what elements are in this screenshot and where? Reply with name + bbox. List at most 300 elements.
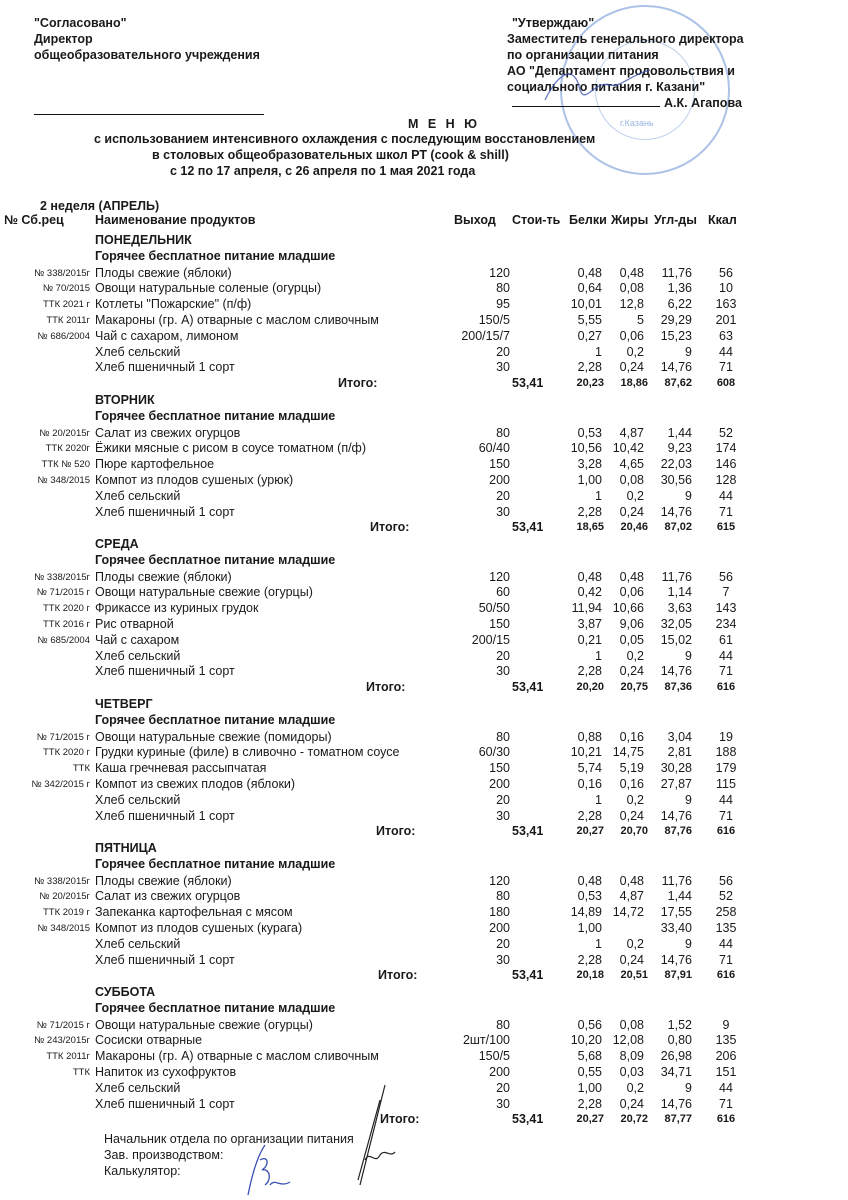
total-label: Итого:	[366, 680, 406, 695]
table-row	[0, 426, 848, 442]
dish-name: Хлеб пшеничный 1 сорт	[95, 1096, 235, 1111]
recipe-code: № 342/2015 г	[31, 779, 90, 790]
group-header-row	[0, 1001, 848, 1017]
dish-carbs: 9	[685, 648, 692, 663]
dish-kcal: 44	[719, 792, 733, 807]
dish-output: 80	[496, 729, 510, 744]
dish-name: Котлеты "Пожарские" (п/ф)	[95, 297, 252, 312]
dish-carbs: 14,76	[660, 360, 692, 375]
dish-kcal: 44	[719, 344, 733, 359]
recipe-code: № 243/2015г	[34, 1035, 90, 1047]
dish-name: Хлеб пшеничный 1 сорт	[95, 664, 235, 679]
signature-line-left	[34, 114, 264, 115]
dish-kcal: 44	[719, 488, 733, 503]
total-protein: 20,27	[576, 825, 604, 838]
dish-kcal: 174	[715, 441, 737, 456]
dish-fat: 0,24	[619, 952, 644, 967]
stamp-text: г.Казань	[620, 118, 654, 128]
recipe-code: ТТК	[72, 763, 90, 775]
dish-fat: 0,48	[619, 265, 644, 280]
column-header-cost: Стои-ть	[512, 213, 561, 227]
dish-fat: 12,08	[612, 1033, 644, 1048]
table-row	[0, 793, 848, 809]
dish-carbs: 1,14	[667, 585, 692, 600]
dish-output: 150/5	[478, 1049, 510, 1064]
dish-fat: 0,08	[619, 1017, 644, 1032]
dish-name: Напиток из сухофруктов	[95, 1065, 237, 1079]
approved-position-2: по организации питания	[507, 48, 659, 62]
approved-org: АО "Департамент продовольствия и	[507, 64, 735, 78]
dish-carbs: 1,44	[667, 425, 692, 440]
total-label: Итого:	[376, 824, 416, 839]
dish-fat: 0,2	[626, 648, 644, 663]
signature-calculator-icon	[240, 1140, 300, 1200]
dish-protein: 3,87	[577, 617, 602, 631]
dish-kcal: 44	[719, 648, 733, 663]
dish-kcal: 115	[716, 777, 736, 791]
dish-carbs: 9	[685, 1080, 692, 1095]
total-label: Итого:	[378, 968, 418, 983]
dish-protein: 2,28	[577, 808, 602, 823]
total-label: Итого:	[380, 1112, 420, 1127]
dish-protein: 0,56	[577, 1017, 602, 1032]
dish-output: 150	[489, 457, 510, 472]
dish-name: Хлеб сельский	[95, 648, 181, 663]
total-row	[0, 1112, 848, 1128]
agreed-position: Директор	[34, 32, 93, 46]
recipe-code: № 348/2015	[37, 923, 90, 934]
dish-carbs: 1,36	[667, 281, 692, 296]
dish-kcal: 52	[719, 889, 733, 904]
total-row	[0, 824, 848, 840]
dish-carbs: 29,29	[660, 313, 692, 327]
dish-fat: 4,87	[619, 425, 644, 440]
meal-group-title: Горячее бесплатное питание младшие	[95, 1000, 336, 1015]
dish-carbs: 3,63	[667, 601, 692, 616]
dish-output: 60/30	[478, 745, 510, 760]
total-label: Итого:	[338, 376, 378, 391]
dish-protein: 5,74	[577, 761, 602, 776]
dish-fat: 0,08	[619, 281, 644, 296]
dish-output: 180	[489, 905, 510, 920]
footer-calculator: Калькулятор:	[104, 1164, 181, 1178]
recipe-code: № 70/2015	[42, 283, 90, 295]
table-row	[0, 441, 848, 457]
table-row	[0, 874, 848, 890]
dish-carbs: 30,56	[660, 473, 692, 487]
recipe-code: ТТК 2011г	[46, 1051, 90, 1063]
dish-protein: 2,28	[577, 952, 602, 967]
approved-position: Заместитель генерального директора	[507, 32, 744, 46]
total-cost: 53,41	[512, 680, 544, 695]
table-row	[0, 889, 848, 905]
dish-kcal: 163	[715, 297, 737, 312]
table-row	[0, 649, 848, 665]
dish-name: Пюре картофельное	[95, 457, 215, 472]
dish-output: 30	[496, 664, 510, 679]
dish-name: Сосиски отварные	[95, 1033, 203, 1048]
dish-name: Макароны (гр. А) отварные с маслом сливочным	[95, 1049, 379, 1064]
recipe-code: ТТК 2020г	[45, 443, 90, 455]
dish-protein: 1,00	[577, 473, 602, 487]
signature-head-icon	[330, 1080, 400, 1190]
dish-kcal: 7	[722, 585, 730, 600]
total-cost: 53,41	[512, 968, 544, 983]
table-row	[0, 601, 848, 617]
dish-carbs: 34,71	[660, 1065, 692, 1079]
total-kcal: 616	[716, 825, 736, 838]
dish-fat: 0,06	[619, 585, 644, 600]
total-carbs: 87,02	[664, 521, 692, 534]
dish-kcal: 234	[715, 617, 737, 631]
dish-carbs: 14,76	[660, 504, 692, 519]
approver-signature-icon	[540, 60, 660, 110]
table-row	[0, 585, 848, 601]
dish-output: 20	[496, 344, 510, 359]
column-header-name: Наименование продуктов	[95, 213, 256, 227]
meal-group-title: Горячее бесплатное питание младшие	[95, 552, 336, 567]
day-header-row	[0, 393, 848, 409]
dish-protein: 0,88	[577, 729, 602, 744]
dish-protein: 1,00	[577, 1080, 602, 1095]
recipe-code: ТТК 2021 г	[42, 299, 90, 311]
dish-kcal: 71	[719, 952, 733, 967]
table-row	[0, 505, 848, 521]
dish-fat: 0,48	[619, 569, 644, 584]
recipe-code: ТТК	[72, 1067, 90, 1078]
column-header-kcal: Ккал	[708, 213, 737, 227]
dish-carbs: 9	[685, 344, 692, 359]
dish-carbs: 33,40	[660, 921, 692, 935]
recipe-code: № 338/2015г	[34, 875, 90, 887]
dish-kcal: 44	[719, 936, 733, 951]
dish-protein: 0,16	[577, 777, 602, 791]
dish-fat: 0,24	[619, 1096, 644, 1111]
dish-kcal: 128	[715, 473, 737, 487]
dish-output: 20	[496, 648, 510, 663]
dish-carbs: 9	[685, 488, 692, 503]
dish-fat: 10,66	[612, 601, 644, 616]
dish-carbs: 6,22	[667, 297, 692, 312]
dish-output: 80	[496, 281, 510, 296]
total-carbs: 87,91	[664, 969, 692, 982]
recipe-code: № 20/2015г	[39, 891, 90, 903]
dish-protein: 1	[595, 648, 602, 663]
dish-protein: 1	[595, 488, 602, 503]
dish-kcal: 258	[715, 905, 737, 920]
dish-fat: 8,09	[619, 1049, 644, 1064]
recipe-code: ТТК 2011г	[46, 315, 90, 326]
total-cost: 53,41	[512, 520, 544, 535]
table-row	[0, 329, 848, 345]
week-label: 2 неделя (АПРЕЛЬ)	[40, 199, 160, 213]
dish-kcal: 71	[719, 504, 733, 519]
dish-fat: 0,2	[626, 344, 644, 359]
table-row	[0, 921, 848, 937]
dish-output: 30	[496, 952, 510, 967]
dish-fat: 9,06	[619, 617, 644, 631]
dish-protein: 11,94	[571, 601, 602, 616]
dish-fat: 12,8	[619, 297, 644, 312]
total-row	[0, 520, 848, 536]
dish-name: Каша гречневая рассыпчатая	[95, 761, 267, 776]
dish-fat: 5	[637, 313, 644, 327]
dish-protein: 10,56	[570, 441, 602, 456]
dish-protein: 5,55	[577, 313, 602, 327]
dish-name: Плоды свежие (яблоки)	[95, 265, 232, 280]
dish-carbs: 11,76	[661, 265, 692, 280]
dish-output: 30	[496, 808, 510, 823]
day-header-row	[0, 841, 848, 857]
dish-fat: 0,48	[619, 873, 644, 888]
dish-name: Овощи натуральные свежие (огурцы)	[95, 585, 313, 600]
table-row	[0, 809, 848, 825]
total-fat: 20,70	[620, 825, 648, 838]
recipe-code: № 71/2015 г	[36, 731, 90, 743]
dish-output: 80	[496, 1017, 510, 1032]
total-kcal: 616	[716, 1113, 736, 1126]
dish-output: 120	[489, 873, 510, 888]
dish-protein: 14,89	[570, 905, 602, 920]
table-row	[0, 1049, 848, 1065]
dish-protein: 0,48	[577, 873, 602, 888]
dish-output: 150	[489, 761, 510, 776]
table-row	[0, 457, 848, 473]
dish-carbs: 14,76	[660, 952, 692, 967]
recipe-code: ТТК 2016 г	[42, 619, 90, 630]
dish-carbs: 1,44	[667, 889, 692, 904]
group-header-row	[0, 553, 848, 569]
dish-protein: 0,53	[577, 889, 602, 904]
dish-name: Овощи натуральные соленые (огурцы)	[95, 281, 322, 296]
dish-fat: 0,24	[619, 504, 644, 519]
dish-name: Хлеб сельский	[95, 488, 181, 503]
approved-label: "Утверждаю"	[512, 16, 595, 30]
dish-fat: 0,16	[619, 777, 644, 791]
dish-kcal: 61	[719, 632, 733, 647]
dish-kcal: 56	[719, 265, 733, 280]
dish-carbs: 15,02	[660, 632, 692, 647]
dish-carbs: 9	[685, 792, 692, 807]
dish-name: Плоды свежие (яблоки)	[95, 873, 232, 888]
table-row	[0, 1081, 848, 1097]
dish-carbs: 11,76	[661, 873, 692, 888]
table-row	[0, 473, 848, 489]
total-fat: 20,72	[620, 1113, 648, 1126]
meal-group-title: Горячее бесплатное питание младшие	[95, 248, 336, 263]
dish-kcal: 146	[715, 457, 737, 472]
dish-output: 80	[496, 889, 510, 904]
recipe-code: № 338/2015г	[34, 571, 90, 583]
dish-output: 20	[496, 936, 510, 951]
total-protein: 20,18	[576, 969, 604, 982]
dish-carbs: 1,52	[667, 1017, 692, 1032]
dish-name: Грудки куриные (филе) в сливочно - томатном соусе	[95, 745, 400, 760]
table-row	[0, 1018, 848, 1034]
dish-protein: 2,28	[577, 1096, 602, 1111]
dish-output: 120	[489, 569, 510, 584]
dish-kcal: 63	[719, 328, 733, 343]
dish-output: 200	[489, 777, 510, 791]
dish-output: 2шт/100	[462, 1033, 510, 1048]
table-row	[0, 570, 848, 586]
dish-kcal: 179	[715, 761, 737, 776]
dish-kcal: 10	[719, 281, 733, 296]
table-row	[0, 761, 848, 777]
dish-output: 20	[496, 1080, 510, 1095]
subtitle-line-3: с 12 по 17 апреля, с 26 апреля по 1 мая 2021 года	[170, 164, 476, 178]
dish-protein: 0,48	[577, 265, 602, 280]
dish-output: 50/50	[478, 601, 510, 616]
dish-fat: 4,87	[619, 889, 644, 904]
dish-name: Хлеб сельский	[95, 344, 181, 359]
dish-output: 60	[496, 585, 510, 600]
dish-output: 200/15/7	[461, 328, 510, 343]
subtitle-line-1: с использованием интенсивного охлаждения с последующим восстановлением	[94, 132, 596, 146]
table-row	[0, 937, 848, 953]
dish-output: 150	[489, 617, 510, 631]
dish-fat: 5,19	[619, 761, 644, 776]
dish-kcal: 71	[719, 664, 733, 679]
dish-output: 60/40	[478, 441, 510, 456]
group-header-row	[0, 409, 848, 425]
total-carbs: 87,76	[664, 825, 692, 838]
dish-fat: 14,72	[612, 905, 644, 920]
table-row	[0, 345, 848, 361]
meal-group-title: Горячее бесплатное питание младшие	[95, 408, 336, 423]
column-header-output: Выход	[454, 213, 496, 227]
dish-fat: 14,75	[612, 745, 644, 760]
dish-carbs: 17,55	[660, 905, 692, 920]
table-row	[0, 730, 848, 746]
dish-output: 30	[496, 504, 510, 519]
dish-name: Хлеб пшеничный 1 сорт	[95, 808, 235, 823]
dish-name: Запеканка картофельная с мясом	[95, 905, 293, 920]
footer-production-manager: Зав. производством:	[104, 1148, 224, 1162]
recipe-code: № 686/2004	[37, 330, 90, 342]
dish-protein: 10,01	[570, 297, 602, 312]
total-fat: 20,46	[620, 521, 648, 534]
dish-carbs: 9	[685, 936, 692, 951]
total-protein: 20,23	[576, 377, 604, 390]
dish-protein: 0,21	[577, 632, 602, 647]
table-row	[0, 297, 848, 313]
dish-output: 20	[496, 488, 510, 503]
dish-output: 30	[496, 1096, 510, 1111]
table-row	[0, 617, 848, 633]
meal-group-title: Горячее бесплатное питание младшие	[95, 712, 336, 727]
dish-carbs: 11,76	[661, 569, 692, 584]
dish-name: Хлеб сельский	[95, 1080, 181, 1095]
dish-protein: 10,21	[570, 745, 602, 760]
total-protein: 18,65	[576, 521, 604, 534]
dish-carbs: 14,76	[660, 664, 692, 679]
dish-carbs: 0,80	[667, 1033, 692, 1048]
day-header-row	[0, 985, 848, 1001]
dish-name: Плоды свежие (яблоки)	[95, 569, 232, 584]
recipe-code: ТТК 2019 г	[42, 907, 90, 919]
day-title: СУББОТА	[95, 985, 156, 999]
table-row	[0, 360, 848, 376]
dish-protein: 0,48	[577, 569, 602, 584]
dish-kcal: 19	[719, 729, 733, 744]
subtitle-line-2: в столовых общеобразовательных школ РТ (cook & shill)	[152, 148, 509, 162]
dish-protein: 2,28	[577, 360, 602, 375]
recipe-code: № 71/2015 г	[36, 587, 90, 599]
dish-fat: 0,24	[619, 360, 644, 375]
day-title: ПЯТНИЦА	[95, 841, 157, 855]
total-fat: 20,51	[620, 969, 648, 982]
dish-fat: 0,03	[619, 1065, 644, 1079]
dish-carbs: 26,98	[660, 1049, 692, 1064]
dish-name: Чай с сахаром	[95, 632, 180, 647]
dish-protein: 3,28	[577, 457, 602, 472]
recipe-code: ТТК № 520	[41, 459, 90, 471]
day-title: ВТОРНИК	[95, 393, 155, 407]
dish-fat: 0,05	[619, 632, 644, 647]
dish-fat: 0,24	[619, 664, 644, 679]
dish-protein: 0,27	[577, 328, 602, 343]
dish-carbs: 2,81	[667, 745, 692, 760]
dish-output: 95	[496, 297, 510, 312]
dish-carbs: 22,03	[660, 457, 692, 472]
agreed-org: общеобразовательного учреждения	[34, 48, 260, 62]
total-kcal: 615	[716, 521, 736, 534]
approved-org-2: социального питания г. Казани"	[507, 80, 706, 94]
dish-name: Салат из свежих огурцов	[95, 425, 241, 440]
dish-name: Хлеб сельский	[95, 792, 181, 807]
dish-carbs: 3,04	[667, 729, 692, 744]
dish-name: Чай с сахаром, лимоном	[95, 328, 239, 343]
dish-fat: 0,24	[619, 808, 644, 823]
dish-kcal: 56	[719, 569, 733, 584]
dish-kcal: 188	[715, 745, 737, 760]
dish-name: Хлеб пшеничный 1 сорт	[95, 360, 235, 375]
dish-kcal: 44	[719, 1080, 733, 1095]
total-row	[0, 680, 848, 696]
column-header-fat: Жиры	[611, 213, 649, 227]
total-kcal: 616	[716, 681, 736, 694]
total-row	[0, 376, 848, 392]
dish-protein: 2,28	[577, 504, 602, 519]
dish-protein: 0,53	[577, 425, 602, 440]
dish-fat: 0,2	[626, 488, 644, 503]
dish-kcal: 143	[715, 601, 737, 616]
total-fat: 20,75	[620, 681, 648, 694]
dish-kcal: 9	[722, 1017, 730, 1032]
dish-fat: 0,06	[619, 328, 644, 343]
dish-fat: 4,65	[619, 457, 644, 472]
recipe-code: ТТК 2020 г	[42, 603, 90, 615]
dish-kcal: 52	[719, 425, 733, 440]
group-header-row	[0, 713, 848, 729]
dish-name: Хлеб пшеничный 1 сорт	[95, 504, 235, 519]
day-title: ЧЕТВЕРГ	[95, 697, 153, 711]
dish-output: 200	[489, 1065, 510, 1079]
table-row	[0, 489, 848, 505]
dish-carbs: 30,28	[660, 761, 692, 776]
table-row	[0, 1033, 848, 1049]
document-title: М Е Н Ю	[407, 117, 481, 131]
table-row	[0, 905, 848, 921]
table-row	[0, 664, 848, 680]
recipe-code: № 348/2015	[37, 475, 90, 486]
table-row	[0, 633, 848, 649]
recipe-code: № 20/2015г	[39, 427, 90, 439]
dish-name: Макароны (гр. А) отварные с маслом сливочным	[95, 313, 379, 327]
dish-name: Салат из свежих огурцов	[95, 889, 241, 904]
dish-protein: 1,00	[577, 921, 602, 935]
